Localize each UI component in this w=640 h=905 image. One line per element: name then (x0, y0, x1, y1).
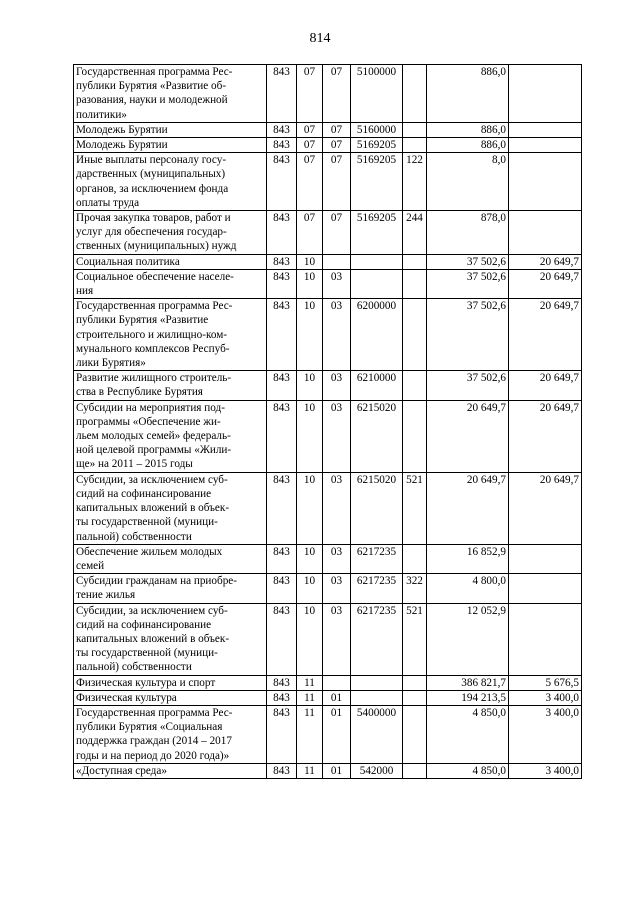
row-amount-cell: 886,0 (427, 138, 509, 153)
row-section-cell: 10 (297, 371, 323, 400)
row-target-article-cell (351, 675, 403, 690)
table-row (74, 153, 582, 211)
row-section-cell: 07 (297, 153, 323, 211)
row-amount-cell: 20 649,7 (427, 472, 509, 544)
row-subsection-cell: 07 (323, 65, 351, 123)
row-subsection-cell (323, 254, 351, 269)
row-amount-cell: 37 502,6 (427, 254, 509, 269)
row-target-article-cell (351, 690, 403, 705)
row-target-article-cell: 6215020 (351, 400, 403, 472)
row-expense-type-cell (403, 371, 427, 400)
row-target-article-cell: 6217235 (351, 574, 403, 603)
row-amount-federal-cell (509, 138, 582, 153)
row-ved-cell: 843 (267, 400, 297, 472)
row-ved-cell: 843 (267, 65, 297, 123)
row-amount-cell: 4 800,0 (427, 574, 509, 603)
row-amount-federal-cell: 3 400,0 (509, 705, 582, 763)
row-name-cell: Молодежь Бурятии (74, 138, 267, 153)
row-ved-cell: 843 (267, 299, 297, 371)
row-subsection-cell: 07 (323, 138, 351, 153)
row-ved-cell: 843 (267, 763, 297, 778)
table-row (74, 299, 582, 371)
row-amount-cell: 4 850,0 (427, 763, 509, 778)
row-target-article-cell: 5169205 (351, 138, 403, 153)
table-row (74, 690, 582, 705)
table-row (74, 138, 582, 153)
row-amount-federal-cell: 20 649,7 (509, 371, 582, 400)
row-expense-type-cell (403, 544, 427, 573)
row-section-cell: 10 (297, 400, 323, 472)
row-name-cell: Социальная политика (74, 254, 267, 269)
row-name-cell: Развитие жилищного строитель- ства в Республике Бурятия (74, 371, 267, 400)
row-ved-cell: 843 (267, 574, 297, 603)
table-row (74, 371, 582, 400)
row-name-cell: Иные выплаты персоналу госу- дарственных (муниципальных) органов, за исключением фонда оплаты труда (74, 153, 267, 211)
row-amount-cell: 194 213,5 (427, 690, 509, 705)
row-target-article-cell: 6210000 (351, 371, 403, 400)
row-target-article-cell (351, 254, 403, 269)
row-target-article-cell: 6200000 (351, 299, 403, 371)
row-ved-cell: 843 (267, 138, 297, 153)
row-subsection-cell: 03 (323, 574, 351, 603)
row-subsection-cell: 01 (323, 705, 351, 763)
row-amount-federal-cell (509, 211, 582, 255)
table-row (74, 603, 582, 675)
table-row (74, 763, 582, 778)
row-expense-type-cell (403, 254, 427, 269)
row-amount-federal-cell: 20 649,7 (509, 299, 582, 371)
row-amount-cell: 20 649,7 (427, 400, 509, 472)
row-amount-federal-cell (509, 574, 582, 603)
row-name-cell: «Доступная среда» (74, 763, 267, 778)
row-name-cell: Прочая закупка товаров, работ и услуг для обеспечения государ- ственных (муниципальных) нужд (74, 211, 267, 255)
row-name-cell: Субсидии, за исключением суб- сидий на софинансирование капитальных вложений в объек- ты государственной (муници- пальной) собственности (74, 472, 267, 544)
row-section-cell: 10 (297, 254, 323, 269)
table-row (74, 269, 582, 298)
row-name-cell: Государственная программа Рес- публики Бурятия «Социальная поддержка граждан (2014 – 2017 годы и на период до 2020 года)» (74, 705, 267, 763)
row-name-cell: Субсидии, за исключением суб- сидий на софинансирование капитальных вложений в объек- ты государственной (муници- пальной) собственности (74, 603, 267, 675)
row-amount-cell: 37 502,6 (427, 299, 509, 371)
row-target-article-cell: 5100000 (351, 65, 403, 123)
row-section-cell: 10 (297, 472, 323, 544)
row-ved-cell: 843 (267, 603, 297, 675)
row-subsection-cell: 03 (323, 544, 351, 573)
row-amount-federal-cell (509, 153, 582, 211)
row-amount-cell: 386 821,7 (427, 675, 509, 690)
row-amount-federal-cell: 20 649,7 (509, 400, 582, 472)
row-name-cell: Обеспечение жильем молодых семей (74, 544, 267, 573)
row-amount-federal-cell (509, 122, 582, 137)
row-amount-federal-cell (509, 65, 582, 123)
row-section-cell: 07 (297, 138, 323, 153)
row-amount-cell: 878,0 (427, 211, 509, 255)
row-ved-cell: 843 (267, 690, 297, 705)
row-subsection-cell: 03 (323, 472, 351, 544)
row-section-cell: 10 (297, 544, 323, 573)
row-section-cell: 10 (297, 574, 323, 603)
row-ved-cell: 843 (267, 211, 297, 255)
row-amount-federal-cell (509, 544, 582, 573)
row-amount-federal-cell: 20 649,7 (509, 254, 582, 269)
row-subsection-cell: 01 (323, 690, 351, 705)
row-subsection-cell: 03 (323, 371, 351, 400)
row-ved-cell: 843 (267, 254, 297, 269)
row-target-article-cell: 542000 (351, 763, 403, 778)
row-expense-type-cell: 521 (403, 603, 427, 675)
row-subsection-cell: 03 (323, 603, 351, 675)
row-expense-type-cell: 521 (403, 472, 427, 544)
row-section-cell: 11 (297, 763, 323, 778)
row-name-cell: Государственная программа Рес- публики Бурятия «Развитие об- разования, науки и молодежной политики» (74, 65, 267, 123)
row-name-cell: Молодежь Бурятии (74, 122, 267, 137)
table-body (74, 65, 582, 779)
row-section-cell: 07 (297, 122, 323, 137)
row-section-cell: 11 (297, 675, 323, 690)
row-subsection-cell: 03 (323, 269, 351, 298)
row-expense-type-cell (403, 122, 427, 137)
row-expense-type-cell (403, 269, 427, 298)
table-row (74, 211, 582, 255)
row-subsection-cell: 07 (323, 153, 351, 211)
table-row (74, 544, 582, 573)
row-amount-cell: 4 850,0 (427, 705, 509, 763)
row-ved-cell: 843 (267, 269, 297, 298)
row-target-article-cell (351, 269, 403, 298)
row-section-cell: 11 (297, 690, 323, 705)
row-section-cell: 07 (297, 65, 323, 123)
row-ved-cell: 843 (267, 544, 297, 573)
row-amount-cell: 16 852,9 (427, 544, 509, 573)
table-row (74, 254, 582, 269)
row-subsection-cell: 03 (323, 400, 351, 472)
row-amount-federal-cell: 20 649,7 (509, 472, 582, 544)
row-amount-federal-cell: 20 649,7 (509, 269, 582, 298)
row-target-article-cell: 5169205 (351, 153, 403, 211)
row-expense-type-cell (403, 400, 427, 472)
row-amount-federal-cell: 3 400,0 (509, 763, 582, 778)
row-expense-type-cell: 322 (403, 574, 427, 603)
row-target-article-cell: 6215020 (351, 472, 403, 544)
row-subsection-cell: 03 (323, 299, 351, 371)
page-number: 814 (309, 31, 331, 46)
row-section-cell: 10 (297, 269, 323, 298)
row-ved-cell: 843 (267, 371, 297, 400)
table-row (74, 400, 582, 472)
row-expense-type-cell (403, 705, 427, 763)
row-section-cell: 10 (297, 603, 323, 675)
row-expense-type-cell (403, 299, 427, 371)
row-expense-type-cell: 244 (403, 211, 427, 255)
row-subsection-cell: 01 (323, 763, 351, 778)
row-expense-type-cell (403, 65, 427, 123)
row-subsection-cell: 07 (323, 122, 351, 137)
row-section-cell: 11 (297, 705, 323, 763)
row-name-cell: Физическая культура и спорт (74, 675, 267, 690)
row-target-article-cell: 5160000 (351, 122, 403, 137)
row-target-article-cell: 5169205 (351, 211, 403, 255)
row-ved-cell: 843 (267, 122, 297, 137)
row-name-cell: Государственная программа Рес- публики Бурятия «Развитие строительного и жилищно-ком- мунального комплексов Респуб- лики Бурятия» (74, 299, 267, 371)
table-row (74, 122, 582, 137)
row-name-cell: Социальное обеспечение населе- ния (74, 269, 267, 298)
row-subsection-cell (323, 675, 351, 690)
table-row (74, 574, 582, 603)
row-amount-federal-cell: 3 400,0 (509, 690, 582, 705)
row-subsection-cell: 07 (323, 211, 351, 255)
row-ved-cell: 843 (267, 705, 297, 763)
row-section-cell: 07 (297, 211, 323, 255)
row-ved-cell: 843 (267, 675, 297, 690)
row-target-article-cell: 6217235 (351, 544, 403, 573)
row-amount-cell: 886,0 (427, 122, 509, 137)
table-row (74, 472, 582, 544)
row-name-cell: Субсидии гражданам на приобре- тение жилья (74, 574, 267, 603)
row-amount-cell: 886,0 (427, 65, 509, 123)
budget-table (73, 64, 582, 779)
table-row (74, 705, 582, 763)
table-row (74, 675, 582, 690)
row-amount-cell: 8,0 (427, 153, 509, 211)
row-amount-cell: 37 502,6 (427, 269, 509, 298)
table-row (74, 65, 582, 123)
row-amount-federal-cell (509, 603, 582, 675)
row-amount-cell: 12 052,9 (427, 603, 509, 675)
row-name-cell: Физическая культура (74, 690, 267, 705)
row-expense-type-cell (403, 138, 427, 153)
row-name-cell: Субсидии на мероприятия под- программы «Обеспечение жи- льем молодых семей» федераль- ной целевой программы «Жили- ще» на 2011 – 2015 годы (74, 400, 267, 472)
row-expense-type-cell: 122 (403, 153, 427, 211)
row-expense-type-cell (403, 690, 427, 705)
row-expense-type-cell (403, 763, 427, 778)
row-ved-cell: 843 (267, 153, 297, 211)
row-target-article-cell: 6217235 (351, 603, 403, 675)
row-amount-cell: 37 502,6 (427, 371, 509, 400)
row-target-article-cell: 5400000 (351, 705, 403, 763)
row-ved-cell: 843 (267, 472, 297, 544)
row-section-cell: 10 (297, 299, 323, 371)
row-expense-type-cell (403, 675, 427, 690)
row-amount-federal-cell: 5 676,5 (509, 675, 582, 690)
